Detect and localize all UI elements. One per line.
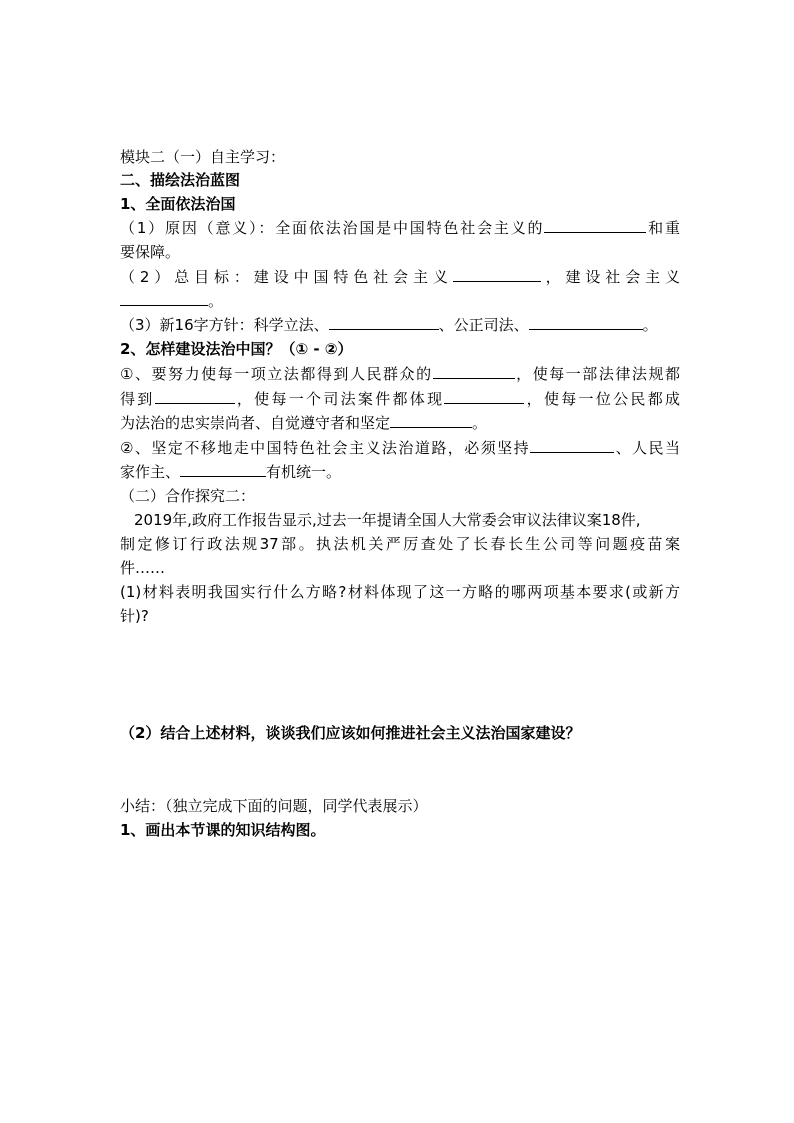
paragraph-2: 得到 ，使每一个司法案件都体现 ，使每一位公民都成 bbox=[120, 390, 680, 408]
module-title: 模块二（一）自主学习： bbox=[120, 148, 286, 166]
answer-blank[interactable] bbox=[155, 388, 235, 404]
answer-blank[interactable] bbox=[529, 314, 643, 330]
answer-blank[interactable] bbox=[433, 363, 515, 379]
question-1-line: （1）原因（意义）：全面依法治国是中国特色社会主义的 和重 bbox=[120, 219, 680, 237]
paragraph-4: ②、坚定不移地走中国特色社会主义法治道路，必须坚持 、人民当 bbox=[120, 439, 680, 457]
material-line-1: 2019年,政府工作报告显示,过去一年提请全国人大常委会审议法律议案18件, bbox=[134, 511, 641, 529]
item2-title: 2、怎样建设法治中国？（① - ②） bbox=[120, 340, 353, 358]
answer-blank[interactable] bbox=[329, 314, 439, 330]
answer-blank[interactable] bbox=[544, 217, 646, 233]
question-1-cont: 要保障。 bbox=[120, 243, 181, 261]
question-1-text-cont: 针)? bbox=[120, 607, 149, 625]
answer-blank[interactable] bbox=[530, 437, 614, 453]
question-3-line: （3）新16字方针：科学立法、 、公正司法、 。 bbox=[120, 316, 658, 334]
question-2-text: （2）结合上述材料，谈谈我们应该如何推进社会主义法治国家建设？ bbox=[120, 724, 581, 742]
question-1-text: (1)材料表明我国实行什么方略?材料体现了这一方略的哪两项基本要求(或新方 bbox=[120, 583, 680, 601]
item1-title: 1、全面依法治国 bbox=[120, 195, 236, 213]
cooperation-title: （二）合作探究二： bbox=[120, 487, 256, 505]
summary-item-1: 1、画出本节课的知识结构图。 bbox=[120, 821, 326, 839]
paragraph-1: ①、要努力使每一项立法都得到人民群众的 ，使每一部法律法规都 bbox=[120, 365, 680, 383]
question-2-line: （2）总目标：建设中国特色社会主义 ，建设社会主义 bbox=[120, 268, 680, 286]
paragraph-5: 家作主、 有机统一。 bbox=[120, 463, 342, 481]
answer-blank[interactable] bbox=[120, 290, 208, 306]
answer-blank[interactable] bbox=[453, 266, 541, 282]
summary-title: 小结：（独立完成下面的问题，同学代表展示） bbox=[120, 797, 428, 815]
material-line-2: 制定修订行政法规37部。执法机关严厉查处了长春长生公司等问题疫苗案 bbox=[120, 535, 680, 553]
material-line-3: 件…… bbox=[120, 559, 166, 577]
section-title: 二、描绘法治蓝图 bbox=[120, 171, 241, 189]
question-2-cont: 。 bbox=[120, 290, 680, 313]
answer-blank[interactable] bbox=[390, 412, 472, 428]
answer-blank[interactable] bbox=[444, 388, 524, 404]
answer-blank[interactable] bbox=[180, 461, 266, 477]
paragraph-3: 为法治的忠实崇尚者、自觉遵守者和坚定 。 bbox=[120, 414, 488, 432]
